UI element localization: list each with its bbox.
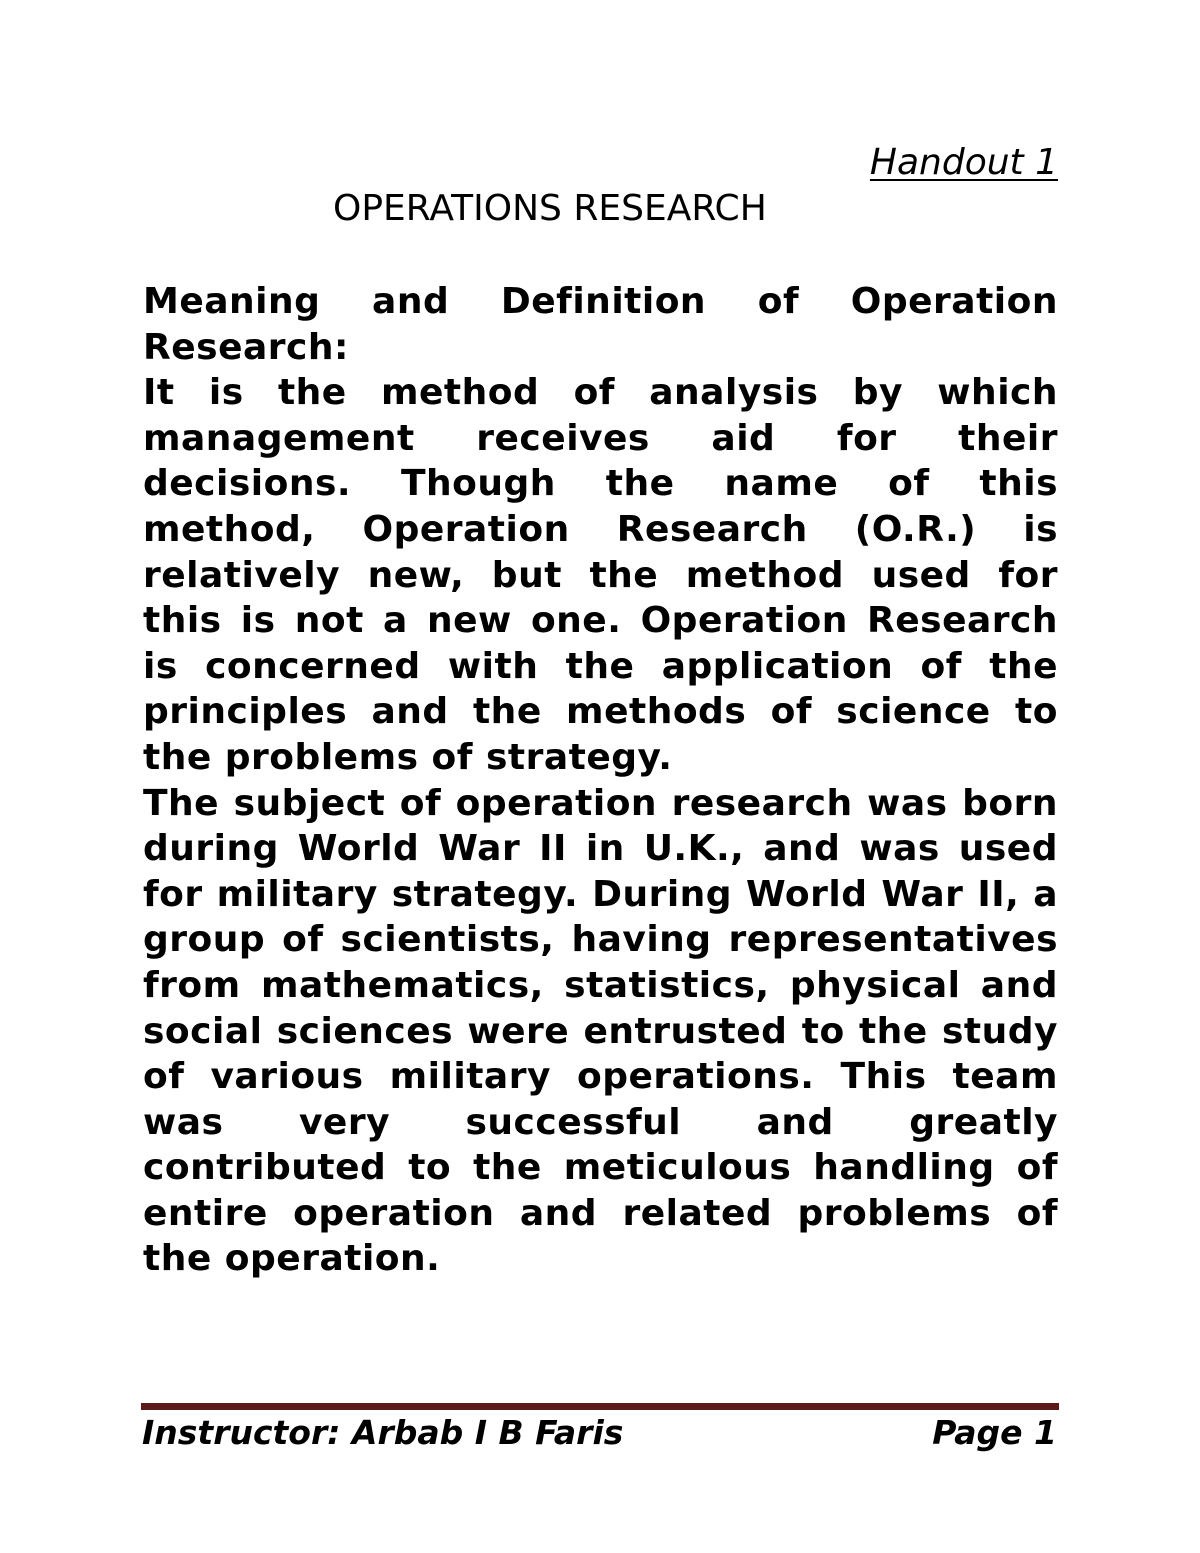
instructor-name: Instructor: Arbab I B Faris <box>142 1413 624 1452</box>
document-title: OPERATIONS RESEARCH <box>333 188 767 229</box>
page-number: Page 1 <box>932 1413 1057 1452</box>
section-heading: Meaning and Definition of Operation Research: <box>143 281 1058 368</box>
document-body <box>143 279 1058 1282</box>
footer-divider <box>141 1403 1059 1410</box>
page-footer <box>142 1413 1057 1453</box>
handout-label: Handout 1 <box>869 142 1058 183</box>
paragraph-history: The subject of operation research was born during World War II in U.K., and was used for military strategy. During World War II, a group of scientists, having representatives from mathematics, statistics, physical and social sciences were entrusted to the study of various military operations. This team was very successful and greatly contributed to the meticulous handling of entire operation and related problems of the operation. <box>143 782 1058 1280</box>
paragraph-definition: It is the method of analysis by which management receives aid for their decisions. Though the name of this method, Operation Research (O.R.) is relatively new, but the method used for this is not a new one. Operation Research is concerned with the application of the principles and the methods of science to the problems of strategy. <box>143 372 1058 778</box>
